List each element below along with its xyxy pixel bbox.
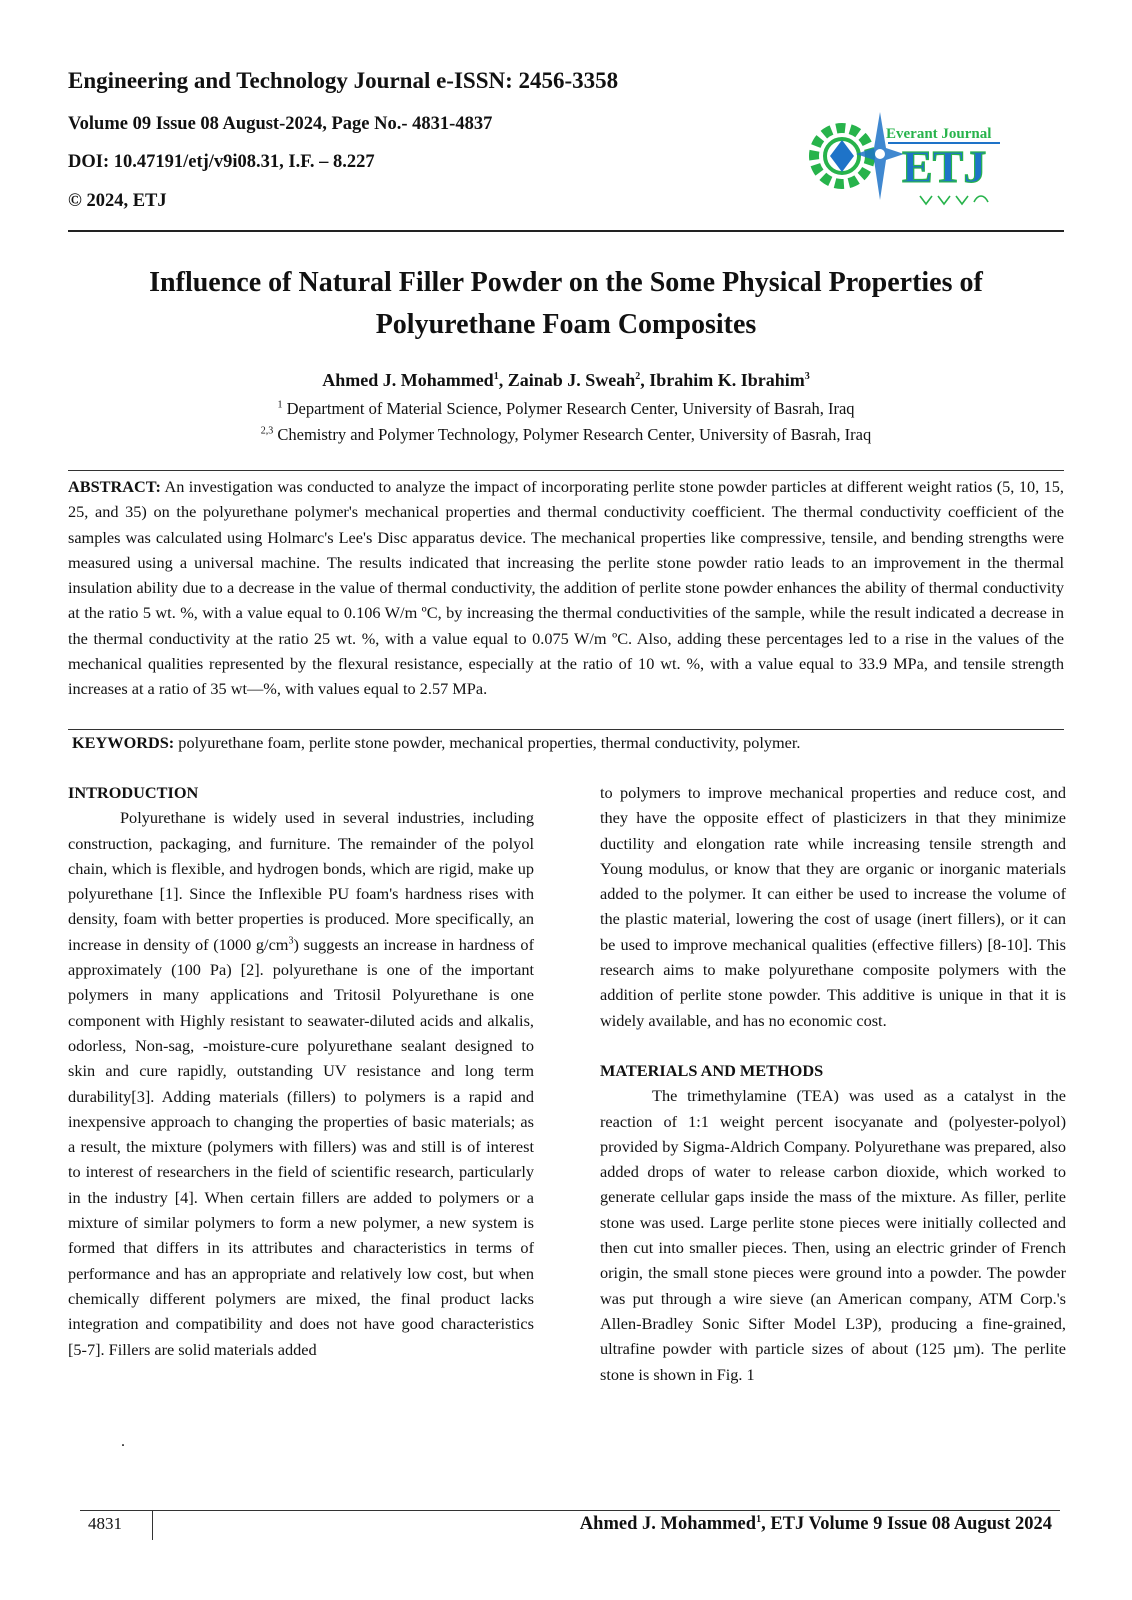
intro-text-part-1: Polyurethane is widely used in several industries, including construction, packaging, and furniture. The remainder of the polyol chain, which is flexible, and hydrogen bonds, which are rigid, make up polyurethane [1]. Since the Inflexible PU foam's hardness rises with density, foam with better properties is produced. More specifically, an increase in density of (1000 g/cm: [68, 808, 534, 954]
title-line-1: Influence of Natural Filler Powder on the Some Physical Properties of: [149, 267, 983, 298]
author-affiliation-mark: 1: [493, 371, 499, 382]
author-name: Zainab J. Sweah: [507, 370, 636, 390]
affiliation-text: Chemistry and Polymer Technology, Polymer Research Center, University of Basrah, Iraq: [273, 425, 872, 444]
logo-text-main: ETJ: [902, 141, 987, 192]
logo-glyph-decoration: [920, 196, 988, 204]
methods-heading: MATERIALS AND METHODS: [600, 1060, 824, 1080]
footer-citation: [580, 1514, 1052, 1535]
unit-superscript: 3: [288, 935, 294, 947]
journal-name-line: Engineering and Technology Journal e-ISSN: 2456-3358: [68, 68, 619, 93]
copyright-line: © 2024, ETJ: [68, 191, 167, 211]
keywords-text: polyurethane foam, perlite stone powder, mechanical properties, thermal conductivity, polymer.: [174, 733, 801, 752]
affiliation-mark: 2,3: [260, 425, 274, 437]
right-column: [600, 780, 1066, 1387]
abstract-label: ABSTRACT:: [68, 477, 161, 496]
left-column: [68, 780, 534, 1362]
author-name: Ahmed J. Mohammed: [322, 370, 494, 390]
keywords: [72, 731, 1062, 755]
footer-journal-ref: , ETJ Volume 9 Issue 08 August 2024: [761, 1514, 1052, 1534]
intro-text-part-2: ) suggests an increase in hardness of approximately (100 Pa) [2]. polyurethane is one of the important polymers in many applications and Tritosil Polyurethane is one component with Highly resistant to seawater-diluted acids and alkalis, odorless, Non-sag, -moisture-cure polyurethane sealant designed to skin and cure rapidly, outstanding UV resistance and long term durability[3]. Adding materials (fillers) to polymers is a rapid and inexpensive approach to changing the properties of basic materials; as a result, the mixture (polymers with fillers) was and still is of interest to interest of researchers in the field of scientific research, particularly in the industry [4]. When certain fillers are added to polymers or a mixture of similar polymers to form a new polymer, a new system is formed that differs in its attributes and characteristics in terms of performance and has an appropriate and relatively low cost, but when chemically different polymers are mixed, the final product lacks integration and compatibility and does not have good characteristics [5-7]. Fillers are solid materials added: [68, 934, 534, 1359]
author-separator: ,: [640, 370, 650, 390]
footer-author: Ahmed J. Mohammed: [579, 1514, 757, 1534]
footer-rule: [80, 1510, 1060, 1511]
introduction-heading: INTRODUCTION: [68, 783, 199, 802]
methods-paragraph: The trimethylamine (TEA) was used as a catalyst in the reaction of 1:1 weight percent isocyanate and (polyester-polyol) provided by Sigma-Aldrich Company. Polyurethane was prepared, also added drops of water to release carbon dioxide, which worked to generate cellular gaps inside the mass of the mixture. As filler, perlite stone was used. Large perlite stone pieces were initially collected and then cut into smaller pieces. Then, using an electric grinder of French origin, the small stone pieces were ground into a powder. The powder was put through a wire sieve (an American company, ATM Corp.'s Allen-Bradley Sonic Sifter Model L3P), producing a fine-grained, ultrafine powder with particle sizes of about (125 µm). The perlite stone is shown in Fig. 1: [600, 1086, 1066, 1384]
header-rule: [68, 230, 1064, 232]
author-separator: ,: [498, 370, 508, 390]
abstract-bottom-rule: [68, 729, 1064, 730]
etj-logo: [800, 104, 1010, 212]
author-name: Ibrahim K. Ibrahim: [649, 370, 805, 390]
footer-author-mark: 1: [756, 1513, 762, 1525]
abstract: [68, 474, 1064, 702]
doi-line: DOI: 10.47191/etj/v9i08.31, I.F. – 8.227: [68, 152, 375, 172]
logo-text-top: Everant Journal: [886, 126, 992, 142]
page-number: 4831: [88, 1514, 122, 1533]
paper-title: [68, 262, 1064, 346]
author-list: [68, 370, 1064, 391]
abstract-top-rule: [68, 470, 1064, 471]
abstract-text: An investigation was conducted to analyze the impact of incorporating perlite stone powder particles at different weight ratios (5, 10, 15, 25, and 35) on the polyurethane polymer's mechanical properties and thermal conductivity coefficient. The thermal conductivity coefficient of the samples was calculated using Holmarc's Lee's Disc apparatus device. The mechanical properties like compressive, tensile, and bending strengths were measured using a universal machine. The results indicated that increasing the perlite stone powder ratio leads to an improvement in the thermal insulation ability due to a decrease in the value of thermal conductivity, the addition of perlite stone powder enhances the ability of thermal conductivity at the ratio 5 wt. %, with a value equal to 0.106 W/m ºC, by increasing the thermal conductivities of the sample, while the result indicated a decrease in the thermal conductivity at the ratio 25 wt. %, with a value equal to 0.075 W/m ºC. Also, adding these percentages led to a rise in the values of the mechanical qualities represented by the flexural resistance, especially at the ratio of 10 wt. %, with a value equal to 33.9 MPa, and tensile strength increases at a ratio of 35 wt—%, with values equal to 2.57 MPa.: [68, 477, 1064, 699]
affiliation-text: Department of Material Science, Polymer Research Center, University of Basrah, Iraq: [282, 399, 855, 418]
title-line-2: Polyurethane Foam Composites: [375, 309, 757, 340]
volume-line: Volume 09 Issue 08 August-2024, Page No.- 4831-4837: [68, 114, 493, 134]
keywords-label: KEYWORDS:: [72, 733, 175, 752]
stray-mark: .: [121, 1433, 125, 1450]
author-affiliation-mark: 2: [635, 371, 641, 382]
affiliation-2: [68, 425, 1064, 445]
introduction-paragraph: [68, 805, 534, 1362]
introduction-paragraph-continued: to polymers to improve mechanical properties and reduce cost, and they have the opposite effect of plasticizers in that they minimize ductility and elongation rate while increasing tensile strength and Young modulus, or know that they are organic or inorganic materials added to the polymer. It can either be used to increase the volume of the plastic material, lowering the cost of usage (inert fillers), or it can be used to improve mechanical qualities (effective fillers) [8-10]. This research aims to make polyurethane composite polymers with the addition of perlite stone powder. This additive is unique in that it is widely available, and has no economic cost.: [600, 783, 1066, 1030]
footer-separator: [152, 1510, 153, 1540]
affiliation-mark: 1: [277, 399, 283, 411]
gear-icon: [814, 128, 870, 184]
affiliation-1: [68, 399, 1064, 419]
author-affiliation-mark: 3: [804, 371, 810, 382]
